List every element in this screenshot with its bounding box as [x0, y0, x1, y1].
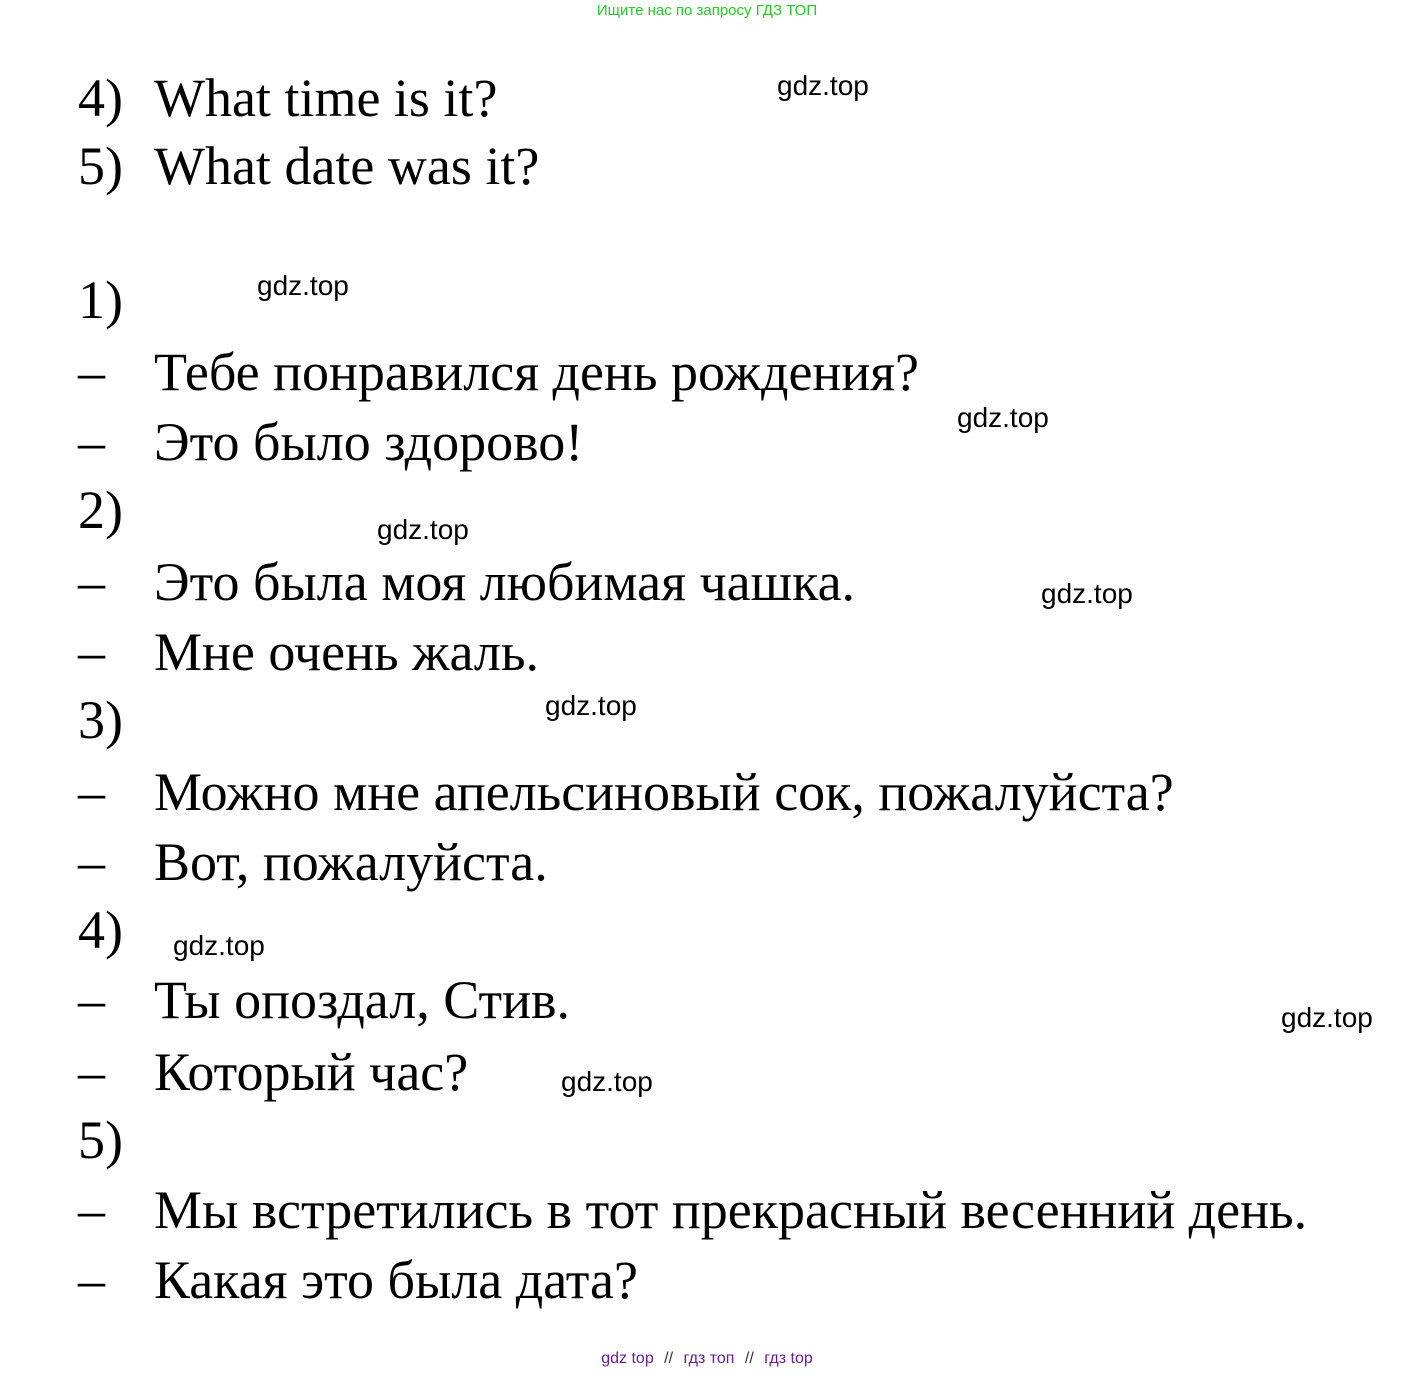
dialogue-2-number — [78, 480, 123, 540]
dialogue-5-line-1 — [78, 1180, 1307, 1240]
dialogue-2-line-2 — [78, 622, 539, 682]
footer-link[interactable]: gdz top — [601, 1350, 654, 1367]
dialogue-5-number — [78, 1110, 123, 1170]
dash: – — [78, 1250, 105, 1310]
dialogue-text: Мне очень жаль. — [154, 622, 539, 682]
dialogue-number: 3) — [78, 690, 123, 750]
dialogue-3-line-1 — [78, 762, 1174, 822]
dialogue-1-line-2 — [78, 412, 583, 472]
dialogue-number: 2) — [78, 480, 123, 540]
dialogue-text: Это была моя любимая чашка. — [154, 552, 856, 612]
dialogue-5-line-2 — [78, 1250, 638, 1310]
footer-link[interactable]: гдз топ — [683, 1350, 735, 1367]
question-number: 5) — [78, 136, 123, 196]
dash: – — [78, 412, 105, 472]
watermark: gdz.top — [257, 270, 349, 301]
watermark: gdz.top — [561, 1066, 653, 1097]
dialogue-text: Какая это была дата? — [154, 1250, 638, 1310]
dash: – — [78, 762, 105, 822]
footer — [0, 1350, 1414, 1368]
dialogue-number: 4) — [78, 900, 123, 960]
footer-separator: // — [664, 1350, 674, 1367]
question-number: 4) — [78, 68, 123, 128]
dash: – — [78, 970, 105, 1030]
dialogue-text: Мы встретились в тот прекрасный весенний день. — [154, 1180, 1308, 1240]
dash: – — [78, 832, 105, 892]
question-text: What date was it? — [154, 136, 540, 196]
dialogue-text: Тебе понравился день рождения? — [154, 342, 920, 402]
dash: – — [78, 342, 105, 402]
dialogue-text: Который час? — [154, 1042, 469, 1102]
dash: – — [78, 1180, 105, 1240]
footer-link[interactable]: гдз top — [764, 1350, 813, 1367]
dialogue-number: 1) — [78, 270, 123, 330]
watermark: gdz.top — [1041, 578, 1133, 609]
question-4 — [78, 68, 497, 128]
watermark: gdz.top — [1281, 1002, 1373, 1033]
top-banner: Ищите нас по запросу ГДЗ ТОП — [596, 2, 818, 19]
dialogue-text: Ты опоздал, Стив. — [154, 970, 570, 1030]
dash: – — [78, 622, 105, 682]
watermark: gdz.top — [957, 402, 1049, 433]
watermark: gdz.top — [173, 930, 265, 961]
question-5 — [78, 136, 539, 196]
dialogue-4-line-1 — [78, 970, 570, 1030]
dialogue-4-number — [78, 900, 123, 960]
dialogue-4-line-2 — [78, 1042, 468, 1102]
dialogue-text: Можно мне апельсиновый сок, пожалуйста? — [154, 762, 1174, 822]
question-text: What time is it? — [154, 68, 498, 128]
dash: – — [78, 552, 105, 612]
dialogue-2-line-1 — [78, 552, 855, 612]
footer-separator: // — [744, 1350, 754, 1367]
watermark: gdz.top — [377, 514, 469, 545]
dialogue-number: 5) — [78, 1110, 123, 1170]
watermark: gdz.top — [545, 690, 637, 721]
dialogue-text: Вот, пожалуйста. — [154, 832, 548, 892]
dialogue-1-line-1 — [78, 342, 919, 402]
dialogue-1-number — [78, 270, 123, 330]
watermark: gdz.top — [777, 70, 869, 101]
dialogue-3-line-2 — [78, 832, 548, 892]
dialogue-3-number — [78, 690, 123, 750]
dash: – — [78, 1042, 105, 1102]
dialogue-text: Это было здорово! — [154, 412, 584, 472]
